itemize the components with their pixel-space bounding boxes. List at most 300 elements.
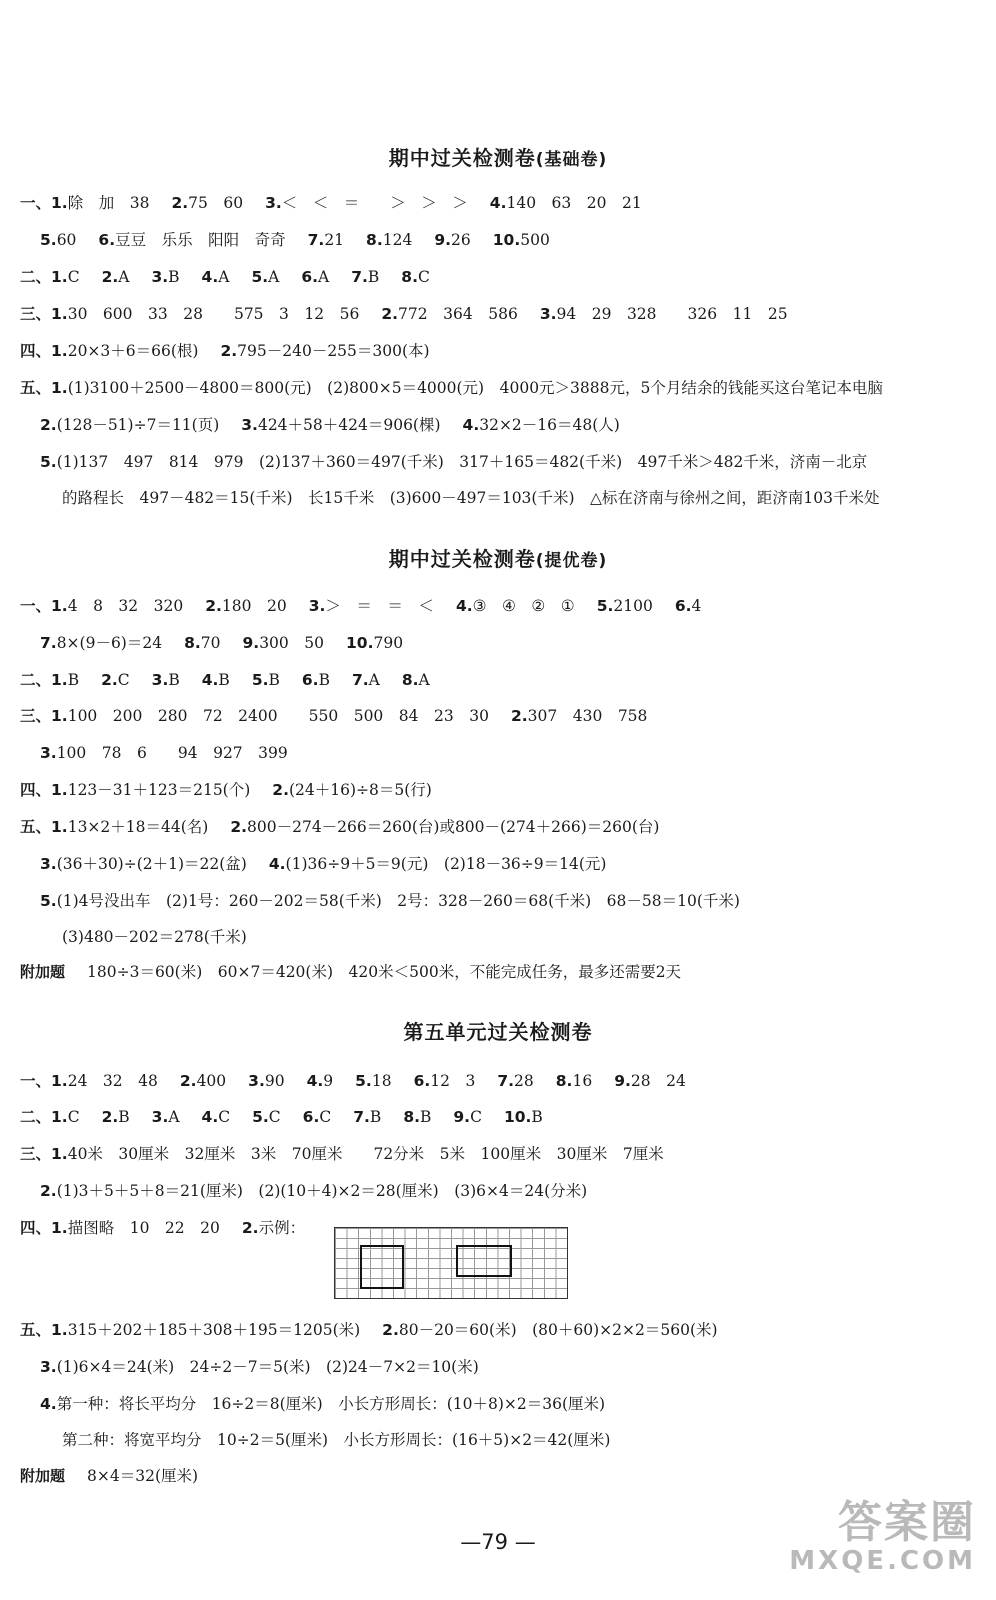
answer-text: 307 430 758 xyxy=(527,707,648,725)
answer-item xyxy=(40,452,867,472)
answer-item xyxy=(614,1071,686,1091)
answer-text: 100 78 6 94 927 399 xyxy=(56,744,288,762)
question-group-label: 四、 xyxy=(20,1219,52,1237)
answer-item xyxy=(151,267,179,287)
answer-item xyxy=(403,1107,431,1127)
answer-line xyxy=(62,488,976,508)
answer-text: 12 3 xyxy=(430,1072,476,1090)
answer-text: (128－51)÷7＝11(页) xyxy=(56,416,220,434)
answer-item xyxy=(366,230,412,250)
answer-item xyxy=(51,1320,360,1340)
answer-item xyxy=(51,1144,664,1164)
question-number: 7. xyxy=(497,1072,515,1090)
answer-line xyxy=(20,341,976,361)
answer-text: 400 xyxy=(196,1072,227,1090)
question-number: 1. xyxy=(51,818,68,836)
question-number: 7. xyxy=(307,231,325,249)
answer-text: 300 50 xyxy=(259,634,324,652)
answer-text: (1)137 497 814 979 (2)137＋360＝497(千米) 317＋165＝482(千米) 497千米＞482千米，济南－北京 xyxy=(56,453,868,471)
question-number: 4. xyxy=(455,597,473,615)
answer-item xyxy=(463,415,620,435)
answer-text: C xyxy=(117,671,130,689)
answer-item xyxy=(243,633,325,653)
answer-text: 772 364 586 xyxy=(398,305,518,323)
answer-line xyxy=(40,854,976,874)
answer-text: (1)4号没出车 (2)1号：260－202＝58(千米) 2号：328－260＝68(千米) 68－58＝10(千米) xyxy=(56,892,740,910)
answer-item xyxy=(230,817,659,837)
answer-text: B xyxy=(67,671,80,689)
answer-text: A xyxy=(418,671,430,689)
answer-text: A xyxy=(368,671,380,689)
question-number: 2. xyxy=(241,1219,259,1237)
question-number: 3. xyxy=(151,1108,169,1126)
answer-text: 123－31＋123＝215(个) xyxy=(67,781,251,799)
answer-text: 28 24 xyxy=(630,1072,686,1090)
answer-item xyxy=(308,230,344,250)
answer-text: 21 xyxy=(324,231,345,249)
answer-item xyxy=(51,670,79,690)
answer-line xyxy=(40,1357,976,1377)
question-number: 1. xyxy=(51,1219,68,1237)
answer-item xyxy=(51,304,359,324)
question-number: 5. xyxy=(40,892,57,910)
answer-item xyxy=(241,415,440,435)
question-number: 3. xyxy=(151,671,169,689)
answer-line xyxy=(20,304,976,324)
answer-text: (1)6×4＝24(米) 24÷2－7＝5(米) (2)24－7×2＝10(米) xyxy=(56,1358,479,1376)
answer-text: 16 xyxy=(572,1072,593,1090)
question-number: 1. xyxy=(51,1072,68,1090)
question-number: 2. xyxy=(179,1072,197,1090)
answer-item xyxy=(269,854,607,874)
page-number: —79 — xyxy=(460,1530,536,1554)
answer-text: B xyxy=(318,671,330,689)
question-group-label: 三、 xyxy=(20,707,52,725)
answer-line xyxy=(20,1320,976,1340)
answer-text: 28 xyxy=(514,1072,534,1090)
answer-item xyxy=(307,1071,334,1091)
answer-text: B xyxy=(369,1108,382,1126)
question-number: 2. xyxy=(382,1321,399,1339)
answer-item xyxy=(40,1394,605,1414)
question-number: 4. xyxy=(40,1395,57,1413)
question-number: 6. xyxy=(98,231,116,249)
answer-item xyxy=(51,817,208,837)
answer-line xyxy=(40,1181,976,1201)
question-group-label: 附加题 xyxy=(20,1467,66,1485)
question-group-label: 三、 xyxy=(20,1145,52,1163)
answer-item xyxy=(62,488,880,508)
answer-text: C xyxy=(417,268,430,286)
answer-text: 795－240－255＝300(本) xyxy=(237,342,430,360)
question-group-label: 二、 xyxy=(20,671,52,689)
question-number: 1. xyxy=(51,379,68,397)
answer-item xyxy=(62,1430,610,1450)
answer-line xyxy=(40,452,976,472)
answer-item xyxy=(51,596,183,616)
answer-item xyxy=(504,1107,543,1127)
question-number: 6. xyxy=(674,597,692,615)
answer-item xyxy=(87,962,681,982)
answer-item xyxy=(401,267,430,287)
question-number: 2. xyxy=(101,268,119,286)
answer-text: 26 xyxy=(451,231,471,249)
question-number: 5. xyxy=(252,1108,269,1126)
answer-text: A xyxy=(218,268,230,286)
question-number: 9. xyxy=(614,1072,631,1090)
answer-text: 30 600 33 28 575 3 12 56 xyxy=(67,305,360,323)
answer-item xyxy=(40,1357,479,1377)
question-number: 3. xyxy=(241,416,258,434)
answer-text: 8×(9－6)＝24 xyxy=(56,634,163,652)
question-group-label: 四、 xyxy=(20,342,52,360)
question-number: 4. xyxy=(462,416,480,434)
answer-text: B xyxy=(268,671,280,689)
answer-text: 180÷3＝60(米) 60×7＝420(米) 420米＜500米，不能完成任务，最多还需要2天 xyxy=(87,963,682,981)
answer-text: 9 xyxy=(323,1072,334,1090)
answer-item xyxy=(355,1071,391,1091)
answer-text: 90 xyxy=(264,1072,285,1090)
answer-item xyxy=(51,378,883,398)
answer-line xyxy=(20,670,976,690)
question-number: 2. xyxy=(171,194,189,212)
question-number: 7. xyxy=(40,634,57,652)
answer-line xyxy=(40,230,976,250)
answer-text: B xyxy=(218,671,230,689)
answer-text: 20×3＋6＝66(根) xyxy=(67,342,199,360)
answer-line xyxy=(40,633,976,653)
question-group-label: 二、 xyxy=(20,1108,52,1126)
answer-item xyxy=(98,230,285,250)
question-number: 4. xyxy=(268,855,286,873)
answer-text: 315＋202＋185＋308＋195＝1205(米) xyxy=(67,1321,361,1339)
answer-text: (1)36÷9＋5＝9(元) (2)18－36÷9＝14(元) xyxy=(285,855,607,873)
question-number: 1. xyxy=(51,597,68,615)
question-number: 8. xyxy=(401,268,418,286)
answer-item xyxy=(302,670,330,690)
answer-line xyxy=(20,1144,976,1164)
answer-line xyxy=(20,706,976,726)
answer-text: (24＋16)÷8＝5(行) xyxy=(288,781,432,799)
answer-item xyxy=(101,670,130,690)
answer-item xyxy=(40,891,740,911)
answer-item xyxy=(184,633,220,653)
question-number: 3. xyxy=(308,597,326,615)
answer-text: 13×2＋18＝44(名) xyxy=(67,818,209,836)
question-number: 10. xyxy=(346,634,374,652)
question-number: 1. xyxy=(51,194,68,212)
question-group-label: 五、 xyxy=(20,379,52,397)
answer-text: 8×4＝32(厘米) xyxy=(87,1467,199,1485)
answer-text: 豆豆 乐乐 阳阳 奇奇 xyxy=(115,231,286,249)
question-number: 2. xyxy=(381,305,399,323)
question-number: 2. xyxy=(101,1108,119,1126)
answer-text: 124 xyxy=(382,231,413,249)
answer-item xyxy=(511,706,647,726)
question-number: 4. xyxy=(489,194,507,212)
answer-item xyxy=(202,670,230,690)
answer-line xyxy=(40,743,976,763)
answer-item xyxy=(556,1071,592,1091)
answer-text: 140 63 20 21 xyxy=(506,194,642,212)
answer-item xyxy=(51,706,489,726)
answer-item xyxy=(265,193,468,213)
answer-item xyxy=(493,230,550,250)
answer-text: (3)480－202＝278(千米) xyxy=(62,928,247,946)
answer-item xyxy=(346,633,403,653)
question-group-label: 五、 xyxy=(20,818,52,836)
answer-text: ＞ ＝ ＝ ＜ xyxy=(325,597,434,615)
answer-text: ＜ ＜ ＝ ＞ ＞ ＞ xyxy=(281,194,468,212)
answer-item xyxy=(51,1218,220,1238)
question-number: 4. xyxy=(201,268,219,286)
answer-item xyxy=(51,267,80,287)
section-title-midterm-basic: 期中过关检测卷(基础卷) xyxy=(388,146,608,170)
answer-text: B xyxy=(118,1108,130,1126)
answer-text: ③ ④ ② ① xyxy=(472,597,575,615)
question-number: 3. xyxy=(40,1358,57,1376)
answer-text: 180 20 xyxy=(221,597,287,615)
answer-item xyxy=(40,415,219,435)
question-number: 7. xyxy=(353,1108,370,1126)
answer-line xyxy=(20,1107,976,1127)
answer-text: 424＋58＋424＝906(棵) xyxy=(257,416,441,434)
section-title-unit-five: 第五单元过关检测卷 xyxy=(403,1020,593,1044)
answer-item xyxy=(102,267,130,287)
question-group-label: 附加题 xyxy=(20,963,66,981)
question-number: 1. xyxy=(51,671,68,689)
question-number: 10. xyxy=(492,231,521,249)
answer-text: 第一种：将长平均分 16÷2＝8(厘米) 小长方形周长：(10＋8)×2＝36(厘米) xyxy=(56,1395,606,1413)
question-number: 3. xyxy=(151,268,169,286)
answer-item xyxy=(62,927,247,947)
answer-text: 第二种：将宽平均分 10÷2＝5(厘米) 小长方形周长：(16＋5)×2＝42(厘米) xyxy=(62,1431,611,1449)
answer-line xyxy=(20,193,976,213)
answer-text: 24 32 48 xyxy=(67,1072,158,1090)
answer-text: 80－20＝60(米) (80＋60)×2×2＝560(米) xyxy=(398,1321,718,1339)
answer-item xyxy=(51,193,149,213)
question-number: 2. xyxy=(220,342,238,360)
answer-item xyxy=(202,1107,231,1127)
question-number: 2. xyxy=(510,707,528,725)
answer-item xyxy=(40,230,76,250)
answer-item xyxy=(402,670,430,690)
answer-item xyxy=(353,1107,381,1127)
square-shape xyxy=(360,1245,404,1289)
answer-text: 除 加 38 xyxy=(67,194,150,212)
answer-item xyxy=(252,1107,281,1127)
answer-line xyxy=(20,962,976,982)
question-number: 2. xyxy=(101,671,118,689)
question-group-label: 二、 xyxy=(20,268,52,286)
question-number: 4. xyxy=(201,671,219,689)
answer-item xyxy=(540,304,788,324)
answer-text: A xyxy=(268,268,280,286)
answer-item xyxy=(40,743,288,763)
question-number: 2. xyxy=(40,416,57,434)
answer-line xyxy=(62,927,976,947)
question-number: 5. xyxy=(596,597,614,615)
answer-text: 4 8 32 320 xyxy=(67,597,184,615)
answer-text: B xyxy=(367,268,380,286)
answer-text: 40米 30厘米 32厘米 3米 70厘米 72分米 5米 100厘米 30厘米 7厘米 xyxy=(67,1145,664,1163)
answer-item xyxy=(381,304,517,324)
answer-item xyxy=(597,596,653,616)
question-group-label: 一、 xyxy=(20,597,52,615)
answer-item xyxy=(248,1071,284,1091)
question-number: 3. xyxy=(40,855,57,873)
answer-item xyxy=(351,267,379,287)
answer-text: 2100 xyxy=(613,597,653,615)
answer-item xyxy=(51,1107,80,1127)
answer-text: B xyxy=(168,671,180,689)
answer-text: 的路程长 497－482＝15(千米) 长15千米 (3)600－497＝103(千米) △标在济南与徐州之间，距济南103千米处 xyxy=(62,489,880,507)
answer-item xyxy=(414,1071,476,1091)
answer-text: A xyxy=(118,268,130,286)
question-number: 2. xyxy=(230,818,248,836)
answer-item xyxy=(51,1071,158,1091)
question-number: 5. xyxy=(251,671,269,689)
answer-line xyxy=(62,1430,976,1450)
question-number: 8. xyxy=(366,231,383,249)
question-number: 1. xyxy=(51,342,68,360)
question-number: 1. xyxy=(51,1108,68,1126)
answer-line xyxy=(20,1466,976,1486)
answer-item xyxy=(171,193,243,213)
answer-line xyxy=(20,378,976,398)
answer-item xyxy=(434,230,470,250)
answer-item xyxy=(51,341,198,361)
answer-item xyxy=(675,596,702,616)
answer-item xyxy=(490,193,642,213)
answer-text: C xyxy=(470,1108,482,1126)
question-group-label: 一、 xyxy=(20,1072,52,1090)
question-number: 8. xyxy=(401,671,419,689)
question-number: 3. xyxy=(265,194,282,212)
answer-text: B xyxy=(420,1108,432,1126)
question-number: 2. xyxy=(40,1182,57,1200)
question-number: 10. xyxy=(503,1108,532,1126)
answer-text: 70 xyxy=(200,634,221,652)
answer-item xyxy=(40,1181,587,1201)
question-number: 8. xyxy=(184,634,201,652)
answer-item xyxy=(51,780,250,800)
answer-line xyxy=(20,817,976,837)
answer-item xyxy=(252,670,280,690)
answer-item xyxy=(40,854,247,874)
answer-item xyxy=(102,1107,130,1127)
watermark-logo: 答案圈 MXQE.COM xyxy=(789,1497,976,1576)
question-number: 9. xyxy=(434,231,452,249)
rectangle-shape xyxy=(456,1245,512,1277)
question-number: 1. xyxy=(51,781,68,799)
question-group-label: 五、 xyxy=(20,1321,52,1339)
answer-text: 4 xyxy=(691,597,702,615)
answer-line xyxy=(20,1071,976,1091)
answer-item xyxy=(152,1107,180,1127)
grid-example-figure xyxy=(334,1227,568,1299)
answer-line xyxy=(20,780,976,800)
answer-text: C xyxy=(67,1108,80,1126)
question-number: 2. xyxy=(272,781,289,799)
answer-line xyxy=(20,267,976,287)
question-number: 4. xyxy=(201,1108,219,1126)
question-group-label: 一、 xyxy=(20,194,52,212)
question-number: 8. xyxy=(555,1072,573,1090)
answer-text: C xyxy=(268,1108,281,1126)
answer-text: 790 xyxy=(373,634,404,652)
answer-text: 描图略 10 22 20 xyxy=(67,1219,220,1237)
answer-item xyxy=(220,341,429,361)
answer-text: (1)3100＋2500－4800＝800(元) (2)800×5＝4000(元) 4000元＞3888元，5个月结余的钱能买这台笔记本电脑 xyxy=(67,379,883,397)
answer-line xyxy=(20,596,976,616)
answer-item xyxy=(272,780,432,800)
question-number: 6. xyxy=(301,268,319,286)
answer-text: 18 xyxy=(371,1072,392,1090)
answer-item xyxy=(205,596,287,616)
answer-text: A xyxy=(318,268,330,286)
question-number: 3. xyxy=(539,305,557,323)
question-number: 5. xyxy=(355,1072,372,1090)
answer-text: 500 xyxy=(520,231,550,249)
question-number: 3. xyxy=(248,1072,265,1090)
answer-text: C xyxy=(218,1108,231,1126)
answer-text: 94 29 328 326 11 25 xyxy=(556,305,788,323)
answer-item xyxy=(453,1107,482,1127)
answer-text: B xyxy=(168,268,180,286)
answer-text: 32×2－16＝48(人) xyxy=(479,416,620,434)
question-number: 5. xyxy=(40,453,57,471)
question-number: 6. xyxy=(301,671,319,689)
answer-line xyxy=(40,415,976,435)
answer-text: A xyxy=(168,1108,180,1126)
answer-text: B xyxy=(531,1108,543,1126)
question-number: 9. xyxy=(242,634,260,652)
question-number: 7. xyxy=(351,268,368,286)
question-number: 2. xyxy=(205,597,222,615)
answer-item xyxy=(40,633,162,653)
answer-item xyxy=(251,267,279,287)
question-number: 5. xyxy=(251,268,269,286)
answer-item xyxy=(352,670,380,690)
answer-text: C xyxy=(67,268,80,286)
question-number: 4. xyxy=(306,1072,324,1090)
answer-item xyxy=(242,1218,305,1238)
question-number: 1. xyxy=(51,1321,68,1339)
answer-text: 60 xyxy=(56,231,77,249)
question-group-label: 三、 xyxy=(20,305,52,323)
answer-item xyxy=(309,596,434,616)
answer-line xyxy=(40,891,976,911)
section-title-midterm-advanced: 期中过关检测卷(提优卷) xyxy=(388,547,608,571)
answer-item xyxy=(303,1107,332,1127)
question-number: 1. xyxy=(51,707,68,725)
question-number: 5. xyxy=(40,231,57,249)
answer-text: 75 60 xyxy=(188,194,244,212)
question-group-label: 四、 xyxy=(20,781,52,799)
question-number: 7. xyxy=(351,671,369,689)
answer-item xyxy=(497,1071,533,1091)
answer-text: 100 200 280 72 2400 550 500 84 23 30 xyxy=(67,707,489,725)
answer-item xyxy=(456,596,575,616)
answer-item xyxy=(180,1071,226,1091)
question-number: 8. xyxy=(403,1108,420,1126)
answer-line xyxy=(40,1394,976,1414)
question-number: 3. xyxy=(40,744,57,762)
answer-item xyxy=(87,1466,198,1486)
question-number: 6. xyxy=(413,1072,431,1090)
question-number: 9. xyxy=(453,1108,471,1126)
